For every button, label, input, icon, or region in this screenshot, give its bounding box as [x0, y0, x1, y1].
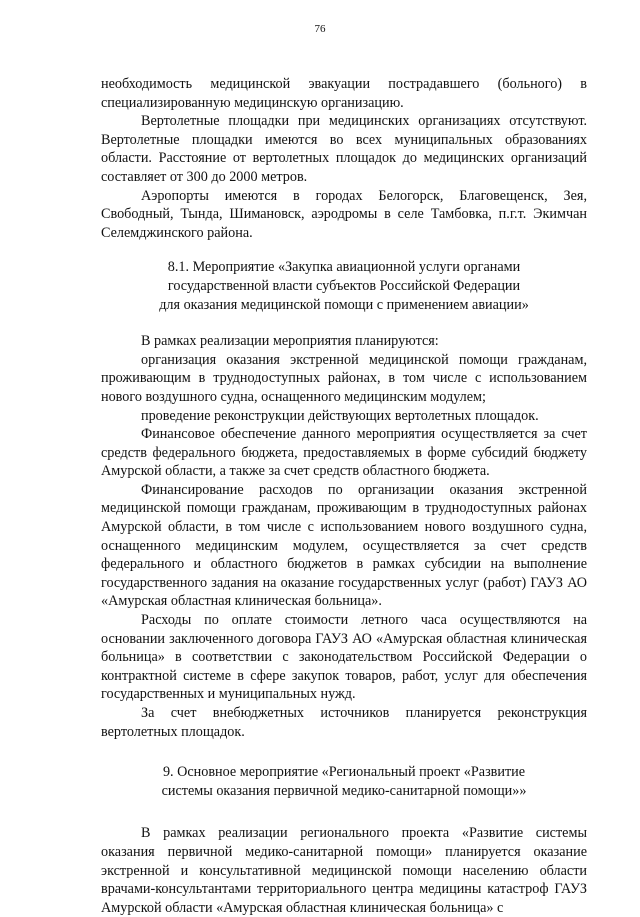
- section-heading-8-1: [101, 258, 587, 314]
- heading-line: для оказания медицинской помощи с применением авиации»: [159, 296, 529, 313]
- heading-line: системы оказания первичной медико-санитарной помощи»»: [161, 782, 527, 799]
- paragraph: организация оказания экстренной медицинской помощи гражданам, проживающим в труднодоступных районах, в том числе с использованием нового воздушного судна, оснащенного медицинским модулем;: [101, 351, 587, 405]
- paragraph: Расходы по оплате стоимости летного часа осуществляются на основании заключенного договора ГАУЗ АО «Амурская областная клиническая больница» в соответствии с законодательством Российской Федерации о контрактной системе в сфере закупок товаров, работ, услуг для обеспечения государственных и муниципальных нужд.: [101, 612, 587, 703]
- section-heading-9: [101, 763, 587, 800]
- document-body: [101, 75, 587, 917]
- paragraph: Вертолетные площадки при медицинских организациях отсутствуют. Вертолетные площадки имеются во всех муниципальных образованиях области. Расстояние от вертолетных площадок до медицинских организаций составляет от 300 до 2000 метров.: [101, 113, 587, 185]
- heading-line: 9. Основное мероприятие «Региональный проект «Развитие: [162, 764, 526, 781]
- paragraph: Финансирование расходов по организации оказания экстренной медицинской помощи гражданам, проживающим в труднодоступных районах Амурской области, в том числе с использованием нового воздушного судна, оснащенного медицинским модулем, осуществляется за счет средств федерального и областного бюджетов в рамках субсидии на выполнение государственного задания на оказание государственных услуг (работ) ГАУЗ АО «Амурская областная клиническая больница».: [101, 481, 587, 610]
- paragraph: В рамках реализации регионального проекта «Развитие системы оказания первичной медико-санитарной помощи» планируется оказание экстренной и консультативной медицинской помощи населению области врачами-консультантами территориального центра медицины катастроф ГАУЗ Амурской области «Амурская областная клиническая больница» с: [101, 825, 587, 916]
- heading-line: государственной власти субъектов Российской Федерации: [167, 277, 521, 294]
- heading-line: 8.1. Мероприятие «Закупка авиационной услуги органами: [167, 259, 521, 276]
- paragraph: В рамках реализации мероприятия планируются:: [141, 333, 439, 350]
- paragraph: Аэропорты имеются в городах Белогорск, Благовещенск, Зея, Свободный, Тында, Шимановск, аэродромы в селе Тамбовка, п.г.т. Экимчан Селемджинского района.: [101, 187, 587, 241]
- paragraph: проведение реконструкции действующих вертолетных площадок.: [141, 407, 539, 424]
- paragraph: Финансовое обеспечение данного мероприятия осуществляется за счет средств федерального бюджета, предоставляемых в форме субсидий бюджету Амурской области, а также за счет средств областного бюджета.: [101, 426, 587, 480]
- paragraph: необходимость медицинской эвакуации пострадавшего (больного) в специализированную медицинскую организацию.: [101, 76, 587, 111]
- paragraph: За счет внебюджетных источников планируется реконструкция вертолетных площадок.: [101, 705, 587, 740]
- page-number: 76: [314, 23, 326, 35]
